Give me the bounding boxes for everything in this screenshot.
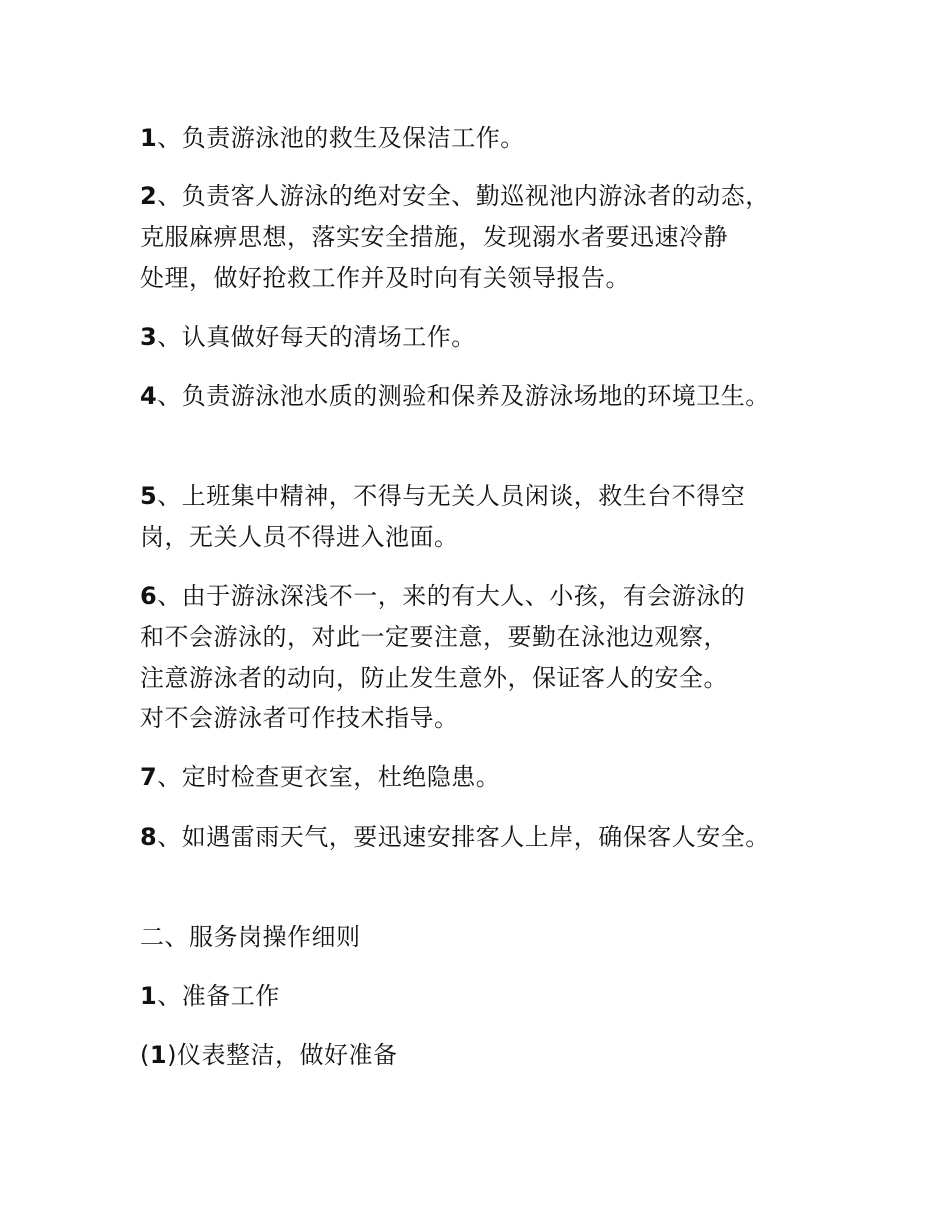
list-item bbox=[140, 118, 525, 158]
item-number: 1 bbox=[140, 124, 158, 152]
item-number: 5 bbox=[140, 482, 158, 510]
list-item bbox=[140, 376, 770, 416]
list-item bbox=[140, 817, 770, 857]
paren-open: ( bbox=[140, 1041, 150, 1069]
item-continuation: 克服麻痹思想，落实安全措施，发现溺水者要迅速冷静 bbox=[140, 223, 728, 251]
item-text: 、定时检查更衣室，杜绝隐患。 bbox=[157, 763, 501, 791]
subsubitem-text: 仪表整洁，做好准备 bbox=[176, 1041, 398, 1069]
list-item bbox=[140, 576, 745, 616]
item-text: 、负责游泳池水质的测验和保养及游泳场地的环境卫生。 bbox=[157, 382, 770, 410]
item-continuation: 注意游泳者的动向，防止发生意外，保证客人的安全。 bbox=[140, 664, 728, 692]
item-number: 3 bbox=[140, 323, 158, 351]
subitem bbox=[140, 976, 280, 1016]
section-heading: 二、服务岗操作细则 bbox=[140, 923, 361, 951]
list-item bbox=[140, 176, 770, 216]
item-text: 、由于游泳深浅不一，来的有大人、小孩，有会游泳的 bbox=[157, 582, 746, 610]
item-text: 、负责客人游泳的绝对安全、勤巡视池内游泳者的动态， bbox=[157, 182, 770, 210]
subsubitem-number: 1 bbox=[149, 1041, 168, 1069]
item-number: 4 bbox=[140, 382, 158, 410]
list-item bbox=[140, 476, 745, 516]
list-item bbox=[140, 317, 476, 357]
subsubitem bbox=[140, 1035, 397, 1075]
item-text: 、负责游泳池的救生及保洁工作。 bbox=[157, 124, 525, 152]
subitem-text: 、准备工作 bbox=[157, 982, 280, 1010]
item-number: 2 bbox=[140, 182, 158, 210]
item-continuation: 对不会游泳者可作技术指导。 bbox=[140, 704, 459, 732]
item-text: 、认真做好每天的清场工作。 bbox=[157, 323, 476, 351]
item-number: 6 bbox=[140, 582, 158, 610]
item-text: 、上班集中精神，不得与无关人员闲谈，救生台不得空 bbox=[157, 482, 746, 510]
item-continuation: 岗，无关人员不得进入池面。 bbox=[140, 523, 459, 551]
subitem-number: 1 bbox=[140, 982, 158, 1010]
item-continuation: 处理，做好抢救工作并及时向有关领导报告。 bbox=[140, 264, 630, 292]
item-number: 7 bbox=[140, 763, 158, 791]
paren-close: ) bbox=[167, 1041, 177, 1069]
item-continuation: 和不会游泳的，对此一定要注意，要勤在泳池边观察， bbox=[140, 623, 728, 651]
list-item bbox=[140, 757, 500, 797]
item-number: 8 bbox=[140, 823, 158, 851]
item-text: 、如遇雷雨天气，要迅速安排客人上岸，确保客人安全。 bbox=[157, 823, 770, 851]
